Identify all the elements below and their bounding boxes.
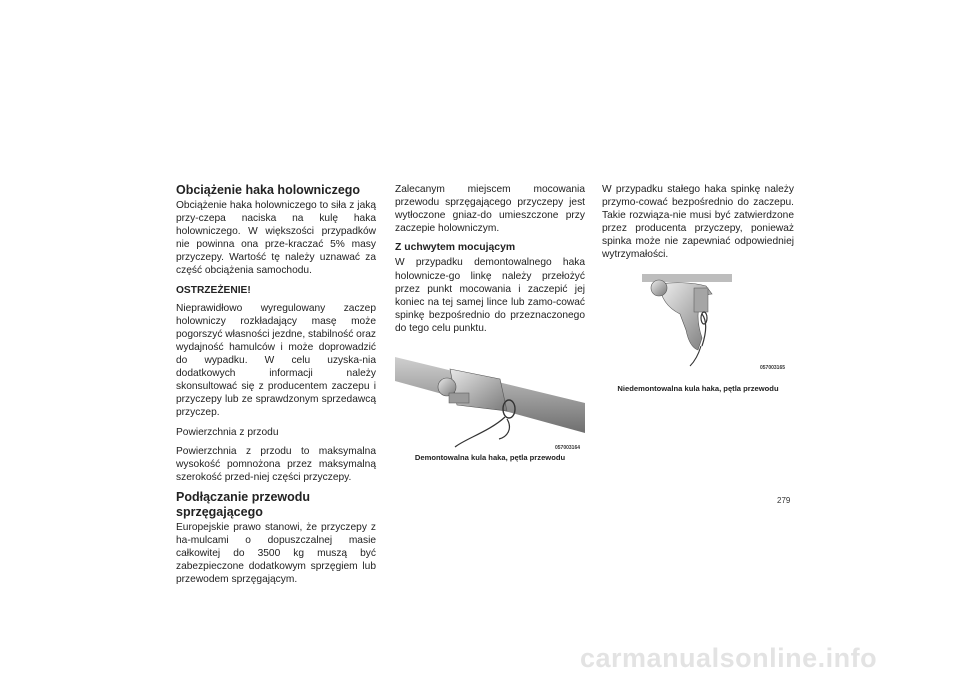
left-column [176,183,376,592]
page-number: 279 [777,496,791,505]
right-column [602,183,794,395]
watermark: carmanualsonline.info [580,643,878,673]
section-heading-breakaway-cable: Podłączanie przewodu sprzęgającego [176,489,311,519]
middle-column [395,183,585,464]
warning-label: OSTRZEŻENIE! [176,284,251,296]
figure-code: 057003165 [760,364,786,371]
paragraph-breakaway-cable: Europejskie prawo stanowi, że przyczepy z ha-mulcami o dopuszczalnej masie całkowitej do 3500 kg muszą być zabezpieczone dodatkowym sprzęgiem lub przewodem sprzęgającym. [176,521,376,586]
paragraph-frontal-area-title: Powierzchnia z przodu [176,426,279,438]
figure-caption-detachable: Demontowalna kula haka, pętla przewodu [414,453,566,463]
paragraph-tongue-load: Obciążenie haka holowniczego to siła z jaką przy-czepa naciska na kulę haka holowniczego. W większości przypadków nie powinna ona prze-kraczać 5% masy przyczepy. Wartość tę należy uznawać za część obciążenia samochodu. [176,200,376,277]
paragraph-frontal-area: Powierzchnia z przodu to maksymalna wysokość pomnożona przez maksymalną szerokość przed-niej części przyczepy. [176,445,376,483]
detachable-hitch-illustration [395,341,585,451]
section-heading-tongue-load: Obciążenie haka holowniczego [176,183,361,197]
paragraph-detachable: W przypadku demontowalnego haka holownicze-go linkę należy przełożyć przez punkt mocowania i zaczepić jej koniec na tej samej lince lub zamo-cować spinkę bezpośrednio do przeznaczonego do tego celu punktu. [395,257,585,334]
paragraph-recommended-attachment: Zalecanym miejscem mocowania przewodu sprzęgającego przyczepy jest wytłoczone gniaz-do umieszczone przy zaczepie holowniczym. [395,184,585,235]
figure-detachable-hitch [395,341,585,451]
figure-code: 057003164 [555,445,581,452]
paragraph-fixed-hitch: W przypadku stałego haka spinkę należy przymo-cować bezpośrednio do zaczepu. Takie rozwiąza-nie musi być zatwierdzone przez producenta przyczepy, ponieważ spinka może nie zapewniać odpowiedniej wytrzymałości. [602,184,794,261]
paragraph-warning: Nieprawidłowo wyregulowany zaczep holowniczy rozkładający masę może pogorszyć własności jezdne, stabilność oraz wydajność hamulców i może doprowadzić do wypadku. W celu uzyska-nia dodatkowych informacji należy skonsultować się z producentem zaczepu i przyczepy lub ze sprawdzonym sprzedawcą przyczep. [176,302,376,419]
figure-caption-fixed: Niedemontowalna kula haka, pętla przewodu [617,383,779,393]
figure-fixed-hitch [602,274,794,382]
subheading-with-bracket: Z uchwytem mocującym [395,242,516,254]
